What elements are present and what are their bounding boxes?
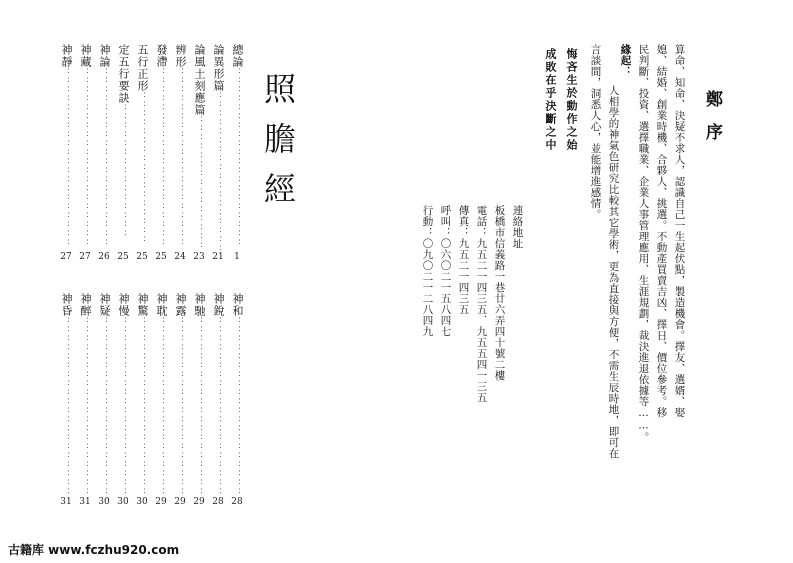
toc-item	[210, 44, 226, 254]
toc-page-number: 24	[174, 252, 186, 262]
toc-title: 辨形	[174, 44, 187, 68]
motto-line: 悔吝生於動作之始	[565, 48, 578, 152]
toc-title: 神藏	[79, 44, 92, 68]
toc-leader: ：：：：：：：：：：：：：：：：：：：：	[81, 68, 90, 248]
toc-item	[115, 293, 131, 497]
toc-page-number: 28	[231, 497, 243, 507]
contact-line: 板橋市信義路一巷廿六弄四十號二樓	[493, 205, 506, 381]
toc-item	[77, 44, 93, 248]
preface-column: 媳、結婚、創業時機、合夥人、挑選。不動產買賣吉凶、擇日、價位參考。移	[655, 44, 668, 418]
origin-column: 人相學的神氣色研究比較其它學術，更為直接與方便，不需生辰時地，即可在	[607, 85, 620, 459]
toc-leader: ：：：：：：：：：：：：：：：：：	[138, 92, 147, 245]
toc-page-number: 27	[79, 252, 91, 262]
preface-column: 民判斷、投資、選擇職業、企業人事管理應用、生涯規劃，裁決進退依據等……。	[637, 44, 650, 443]
toc-leader: ：：：：：：：：：：：：：：：：：：：：	[62, 317, 71, 497]
toc-title: 神馳	[193, 293, 206, 317]
toc-item	[58, 293, 74, 497]
toc-page-number: 1	[234, 252, 240, 262]
toc-item	[134, 293, 150, 497]
toc-leader: ：：：：：：：：：：：：：：：：：：：：	[100, 68, 109, 248]
toc-item	[153, 44, 169, 248]
toc-leader: ：：：：：：：：：：：：：：：	[119, 104, 128, 239]
toc-title: 神耽	[155, 293, 168, 317]
origin-label: 緣起：	[619, 44, 632, 77]
toc-item	[115, 44, 131, 239]
toc-title: 神慢	[117, 293, 130, 317]
toc-page-number: 30	[98, 497, 110, 507]
toc-page-number: 31	[79, 497, 91, 507]
toc-page-number: 29	[155, 497, 167, 507]
toc-item	[229, 44, 245, 248]
toc-page-number: 31	[60, 497, 72, 507]
toc-leader: ：：：：：：：：：：：：：：：：：：	[214, 92, 223, 254]
toc-title: 神論	[98, 44, 111, 68]
contact-line: 呼叫：〇六〇二一五八四七	[439, 205, 452, 337]
contact-line: 傳真：九五二一四三五	[457, 205, 470, 315]
site-watermark: 古籍库 www.fczhu920.com	[8, 543, 180, 557]
toc-item	[58, 44, 74, 248]
toc-page-number: 30	[136, 497, 148, 507]
motto-line: 成敗在乎決斷之中	[544, 48, 557, 152]
toc-item	[96, 293, 112, 497]
preface-column: 算命、知命、決疑不求人，認識自己一生起伏點，製造機會。擇友、選婿、娶	[673, 44, 686, 418]
toc-title: 神和	[231, 293, 244, 317]
toc-page-number: 23	[193, 252, 205, 262]
toc-leader: ：：：：：：：：：：：：：：：：：：：：	[138, 317, 147, 497]
toc-item	[229, 293, 245, 497]
toc-page-number: 25	[155, 252, 167, 262]
toc-leader: ：：：：：：：：：：：：：：：：：：：：	[214, 317, 223, 497]
toc-title: 神疑	[98, 293, 111, 317]
toc-leader: ：：：：：：：：：：：：：：：：：：：：	[233, 317, 242, 497]
toc-leader: ：：：：：：：：：：：：：：：：：：：：	[195, 317, 204, 497]
toc-item	[172, 44, 188, 248]
toc-title: 神露	[174, 293, 187, 317]
book-title: 照膽經	[259, 72, 297, 222]
toc-item	[153, 293, 169, 497]
toc-page-number: 25	[117, 252, 129, 262]
toc-title: 神驚	[136, 293, 149, 317]
toc-title: 神銳	[212, 293, 225, 317]
toc-leader: ：：：：：：：：：：：：：：：：：：：：	[176, 68, 185, 248]
toc-item	[172, 293, 188, 497]
toc-title: 總論	[231, 44, 244, 68]
contact-line: 行動：〇九〇二一二八四九	[421, 205, 434, 337]
toc-title: 神昏	[60, 293, 73, 317]
toc-page-number: 29	[193, 497, 205, 507]
toc-item	[96, 44, 112, 248]
toc-leader: ：：：：：：：：：：：：：：：：：：：：	[100, 317, 109, 497]
toc-item	[77, 293, 93, 497]
toc-leader: ：：：：：：：：：：：：：：：：：：：：	[119, 317, 128, 497]
toc-title: 論異形篇	[212, 44, 225, 92]
toc-page-number: 29	[174, 497, 186, 507]
toc-leader: ：：：：：：：：：：：：：：：：：：：：	[157, 317, 166, 497]
toc-title: 五行正形	[136, 44, 149, 92]
toc-page-number: 27	[60, 252, 72, 262]
toc-title: 發滯	[155, 44, 168, 68]
origin-column: 言談間，洞悉人心，並能增進感情。	[589, 44, 602, 220]
contact-line: 連絡地址	[511, 205, 524, 249]
toc-page-number: 21	[212, 252, 224, 262]
toc-title: 神醉	[79, 293, 92, 317]
contact-line: 電話：九五二一四三五．九五五四一三五	[475, 205, 488, 403]
toc-leader: ：：：：：：：：：：：：：：：：：：：：	[157, 68, 166, 248]
toc-leader: ：：：：：：：：：：：：：：：：：：：：	[81, 317, 90, 497]
toc-leader: ：：：：：：：：：：：：：：：	[195, 116, 204, 251]
toc-title: 定五行要訣	[117, 44, 130, 104]
toc-page-number: 30	[117, 497, 129, 507]
toc-page-number: 28	[212, 497, 224, 507]
toc-item	[191, 293, 207, 497]
toc-page-number: 26	[98, 252, 110, 262]
toc-item	[134, 44, 150, 245]
preface-heading: 鄭序	[702, 90, 722, 156]
toc-leader: ：：：：：：：：：：：：：：：：：：：：	[62, 68, 71, 248]
toc-leader: ：：：：：：：：：：：：：：：：：：：：	[176, 317, 185, 497]
toc-title: 論風土刻應篇	[193, 44, 206, 116]
toc-leader: ：：：：：：：：：：：：：：：：：：：：	[233, 68, 242, 248]
toc-item	[191, 44, 207, 251]
toc-page-number: 25	[136, 252, 148, 262]
toc-title: 神靜	[60, 44, 73, 68]
toc-item	[210, 293, 226, 497]
